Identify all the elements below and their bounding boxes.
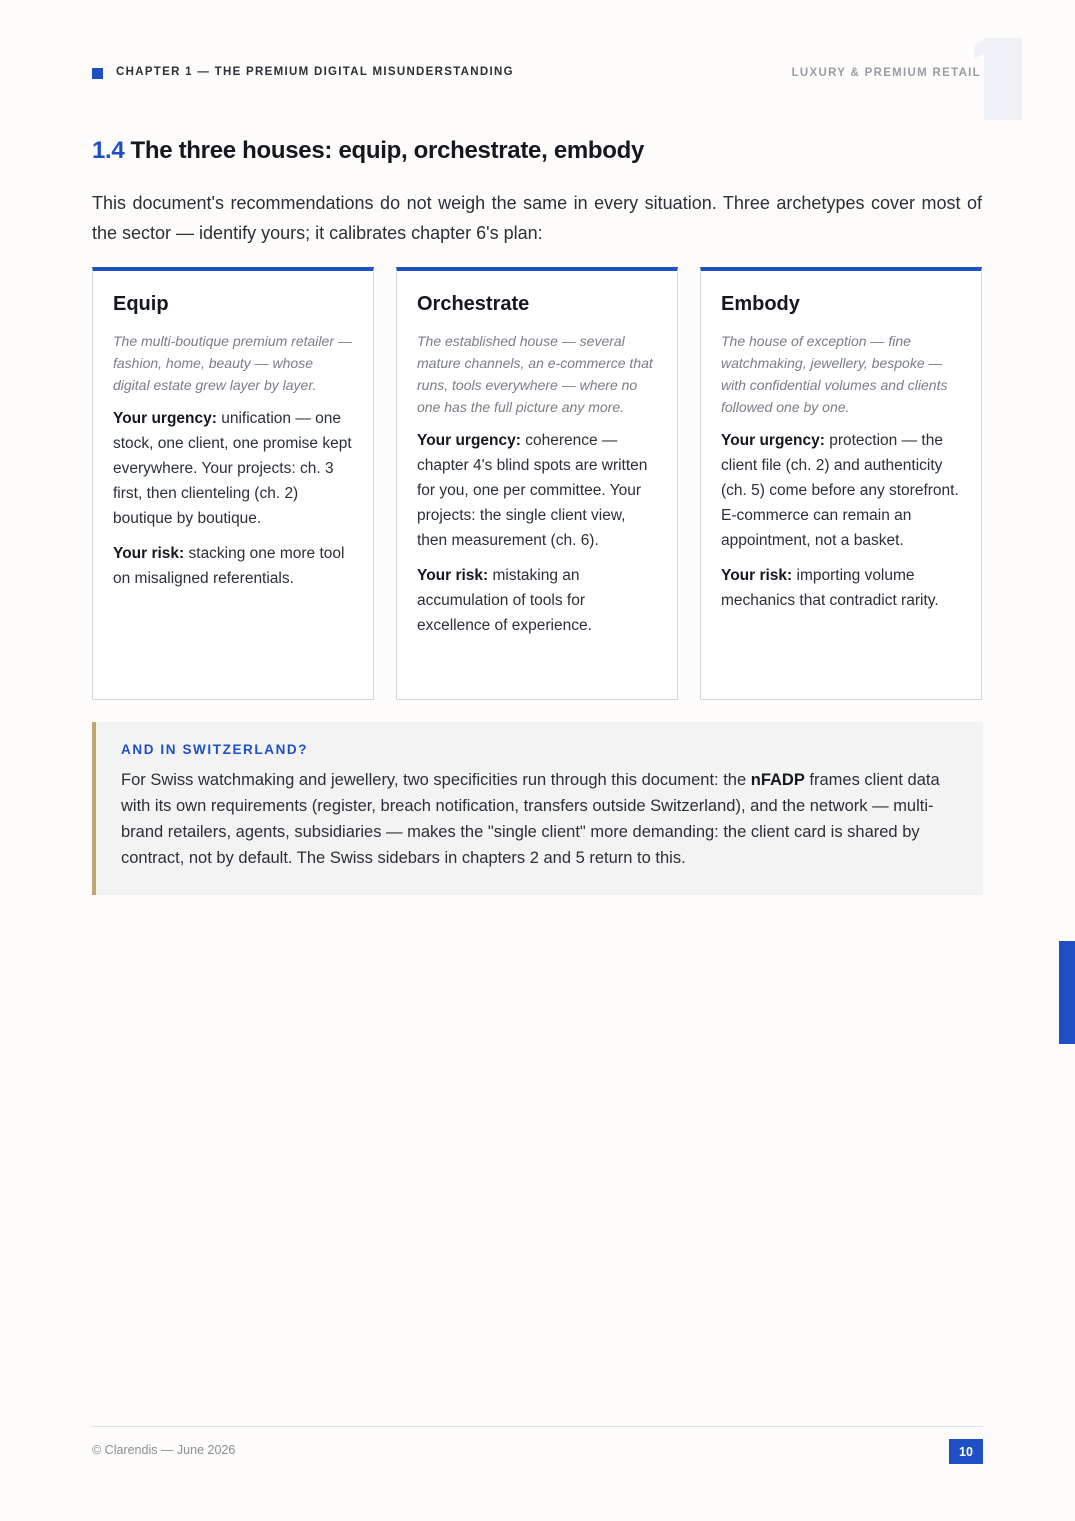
section-number: 1.4 [92, 137, 125, 164]
switzerland-callout [92, 722, 983, 895]
risk-text: mistaking an accumulation of tools for excellence of experience. [417, 567, 592, 634]
card-title: Embody [721, 293, 800, 315]
callout-text-before: For Swiss watchmaking and jewellery, two specificities run through this document: the [121, 771, 751, 789]
card-risk [417, 563, 657, 638]
risk-text: stacking one more tool on misaligned referentials. [113, 545, 345, 587]
card-risk [113, 541, 353, 591]
urgency-label: Your urgency: [113, 410, 217, 427]
urgency-label: Your urgency: [721, 432, 825, 449]
callout-text [121, 767, 959, 871]
running-header-publication: LUXURY & PREMIUM RETAIL [791, 67, 981, 79]
urgency-text: unification — one stock, one client, one promise kept everywhere. Your projects: ch. 3 first, then clienteling (ch. 2) boutique by boutique. [113, 410, 352, 527]
footer-divider [92, 1426, 983, 1427]
urgency-label: Your urgency: [417, 432, 521, 449]
page-number: 10 [949, 1439, 983, 1464]
chapter-marker [92, 68, 103, 79]
card-urgency [721, 428, 961, 553]
chapter-digit-decoration [984, 38, 1022, 120]
running-header-chapter: CHAPTER 1 — THE PREMIUM DIGITAL MISUNDERSTANDING [116, 66, 514, 78]
card-title: Orchestrate [417, 293, 530, 315]
callout-text-bold: nFADP [750, 771, 805, 789]
card-description: The established house — several mature channels, an e-commerce that runs, tools everywhere — where no one has the full picture any more. [417, 333, 653, 415]
risk-label: Your risk: [417, 567, 489, 584]
risk-text: importing volume mechanics that contradict rarity. [721, 567, 939, 609]
footer-copyright: © Clarendis — June 2026 [92, 1443, 236, 1457]
risk-label: Your risk: [113, 545, 185, 562]
card-urgency [113, 406, 353, 531]
urgency-text: coherence — chapter 4's blind spots are written for you, one per committee. Your projects: the single client view, then measurement (ch. 6). [417, 432, 648, 549]
urgency-text: protection — the client file (ch. 2) and authenticity (ch. 5) come before any storefront. E-commerce can remain an appointment, not a basket. [721, 432, 959, 549]
callout-title: AND IN SWITZERLAND? [121, 742, 309, 757]
section-title-text: The three houses: equip, orchestrate, embody [130, 137, 645, 164]
card-embody [700, 267, 982, 700]
card-description: The multi-boutique premium retailer — fashion, home, beauty — whose digital estate grew layer by layer. [113, 333, 352, 393]
card-risk [721, 563, 961, 613]
intro-paragraph: This document's recommendations do not weigh the same in every situation. Three archetypes cover most of the sector — identify yours; it calibrates chapter 6's plan: [92, 193, 982, 243]
card-orchestrate [396, 267, 678, 700]
risk-label: Your risk: [721, 567, 793, 584]
section-title [92, 137, 644, 165]
card-equip [92, 267, 374, 700]
card-urgency [417, 428, 657, 553]
card-title: Equip [113, 293, 169, 315]
callout-text-after: frames client data with its own requirements (register, breach notification, transfers outside Switzerland), and the network — multi-brand retailers, agents, subsidiaries — makes the "single client" more demanding: the client card is shared by contract, not by default. The Swiss sidebars in chapters 2 and 5 return to this. [121, 771, 940, 867]
card-description: The house of exception — fine watchmaking, jewellery, bespoke — with confidential volumes and clients followed one by one. [721, 333, 948, 415]
chapter-side-tab [1059, 941, 1075, 1044]
